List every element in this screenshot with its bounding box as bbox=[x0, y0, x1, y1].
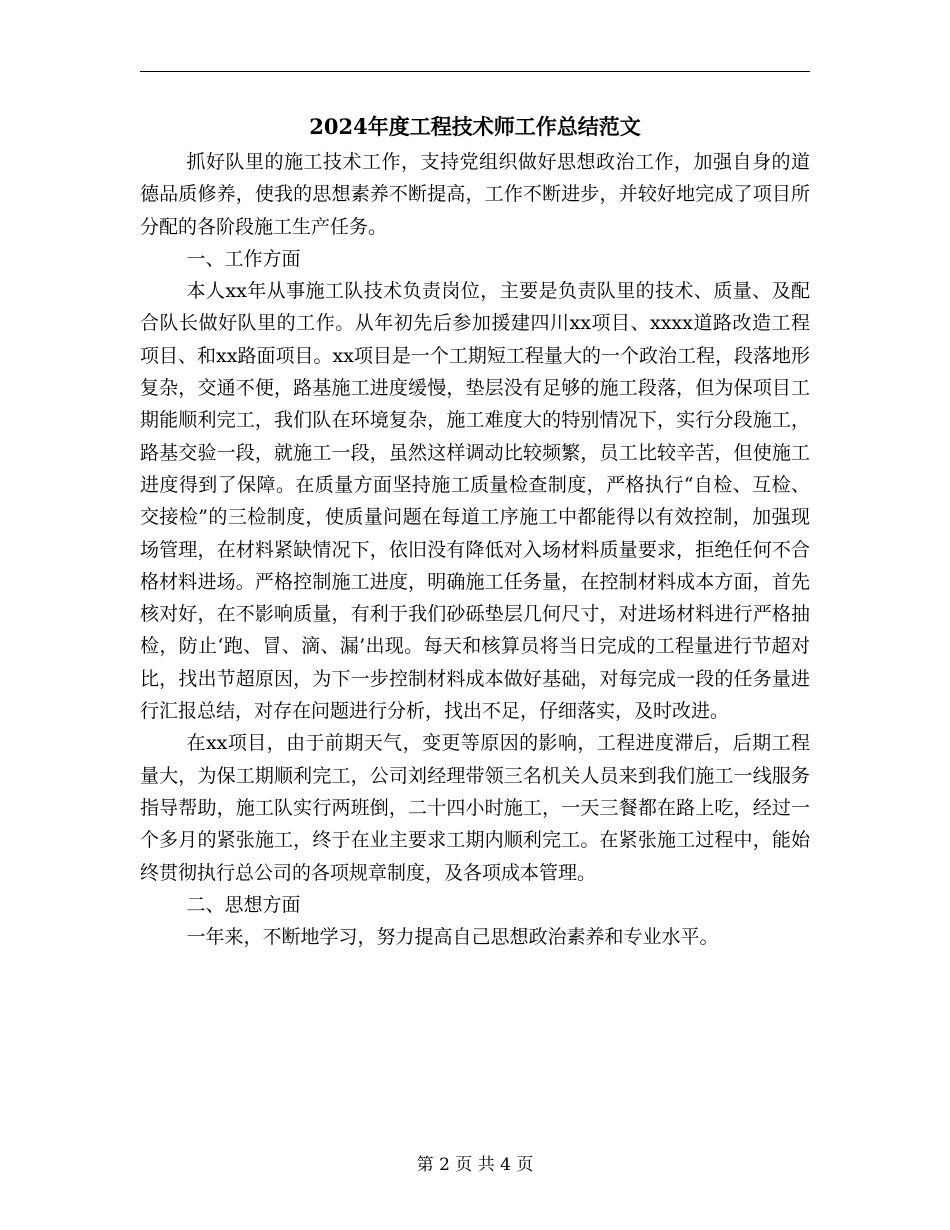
document-body bbox=[140, 146, 810, 953]
section-heading-work: 一、工作方面 bbox=[186, 247, 301, 270]
paragraph-work-details: 本人xx年从事施工队技术负责岗位，主要是负责队里的技术、质量、及配合队长做好队里的工作。从年初先后参加援建四川xx项目、xxxx道路改造工程项目、和xx路面项目。xx项目是一个工期短工程量大的一个政治工程，段落地形复杂，交通不便，路基施工进度缓慢，垫层没有足够的施工段落，但为保项目工期能顺利完工，我们队在环境复杂，施工难度大的特别情况下，实行分段施工，路基交验一段，就施工一段，虽然这样调动比较频繁，员工比较辛苦，但使施工进度得到了保障。在质量方面坚持施工质量检查制度，严格执行“自检、互检、交接检”的三检制度，使质量问题在每道工序施工中都能得以有效控制，加强现场管理，在材料紧缺情况下，依旧没有降低对入场材料质量要求，拒绝任何不合格材料进场。严格控制施工进度，明确施工任务量，在控制材料成本方面，首先核对好，在不影响质量，有利于我们砂砾垫层几何尺寸，对进场材料进行严格抽检，防止‘跑、冒、滴、漏’出现。每天和核算员将当日完成的工程量进行节超对比，找出节超原因，为下一步控制材料成本做好基础，对每完成一段的任务量进行汇报总结，对存在问题进行分析，找出不足，仔细落实，及时改进。 bbox=[140, 280, 810, 723]
page-number-footer: 第 2 页 共 4 页 bbox=[416, 1155, 534, 1175]
section-heading-thought: 二、思想方面 bbox=[186, 893, 301, 916]
paragraph-thought: 一年来，不断地学习，努力提高自己思想政治素养和专业水平。 bbox=[186, 926, 719, 949]
header-rule bbox=[140, 71, 810, 72]
paragraph-intro: 抓好队里的施工技术工作，支持党组织做好思想政治工作，加强自身的道德品质修养，使我的思想素养不断提高，工作不断进步，并较好地完成了项目所分配的各阶段施工生产任务。 bbox=[140, 151, 810, 238]
paragraph-project-xx: 在xx项目，由于前期天气，变更等原因的影响，工程进度滞后，后期工程量大，为保工期顺利完工，公司刘经理带领三名机关人员来到我们施工一线服务指导帮助，施工队实行两班倒，二十四小时施工，一天三餐都在路上吃，经过一个多月的紧张施工，终于在业主要求工期内顺利完工。在紧张施工过程中，能始终贯彻执行总公司的各项规章制度，及各项成本管理。 bbox=[140, 732, 810, 884]
document-title: 2024年度工程技术师工作总结范文 bbox=[309, 114, 641, 139]
